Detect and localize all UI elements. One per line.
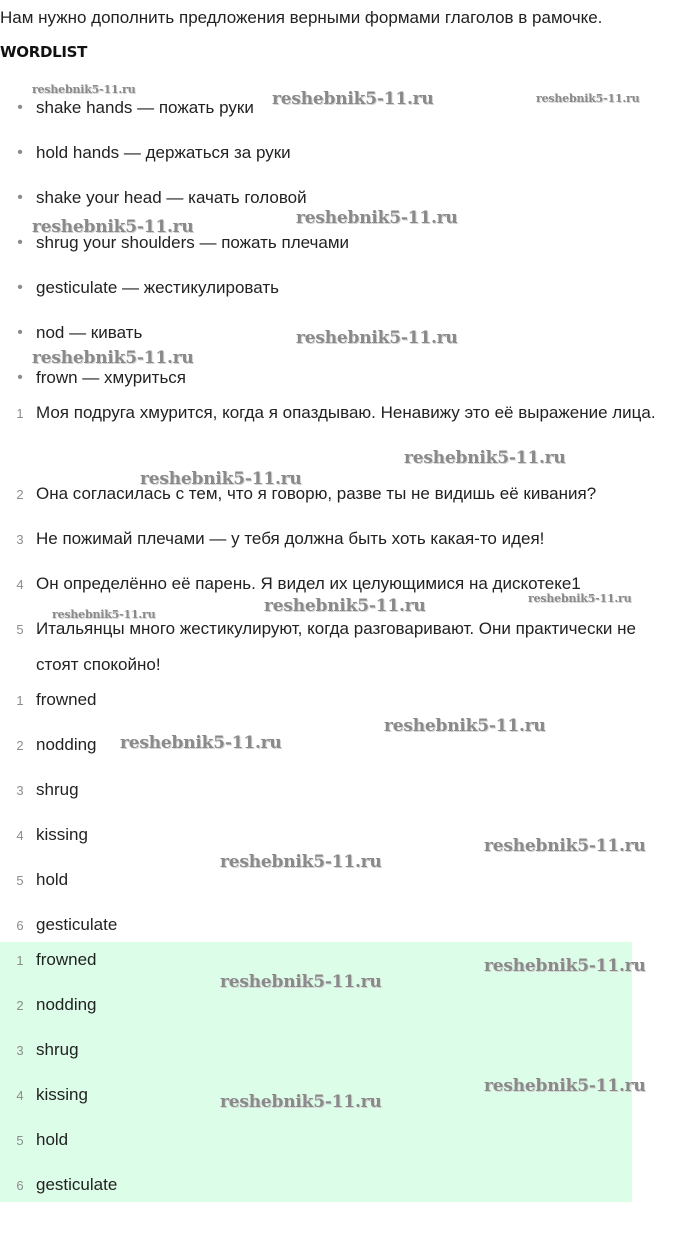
bullet-icon: • bbox=[17, 324, 23, 341]
watermark: reshebnik5-11.ru bbox=[536, 92, 640, 105]
watermark: reshebnik5-11.ru bbox=[384, 716, 546, 736]
bullet-icon: • bbox=[17, 369, 23, 386]
watermark: reshebnik5-11.ru bbox=[32, 348, 194, 368]
wordlist-heading: WORDLIST bbox=[0, 43, 88, 61]
watermark: reshebnik5-11.ru bbox=[484, 1076, 646, 1096]
watermark: reshebnik5-11.ru bbox=[528, 592, 632, 605]
bullet-icon: • bbox=[17, 144, 23, 161]
watermark: reshebnik5-11.ru bbox=[264, 596, 426, 616]
watermark: reshebnik5-11.ru bbox=[32, 217, 194, 237]
watermark: reshebnik5-11.ru bbox=[404, 448, 566, 468]
watermark: reshebnik5-11.ru bbox=[120, 733, 282, 753]
bullet-icon: • bbox=[17, 189, 23, 206]
watermark: reshebnik5-11.ru bbox=[272, 89, 434, 109]
bullet-icon: • bbox=[17, 99, 23, 116]
bullet-icon: • bbox=[17, 234, 23, 251]
intro-text: Нам нужно дополнить предложения верными формами глаголов в рамочке. bbox=[0, 8, 603, 27]
watermark: reshebnik5-11.ru bbox=[484, 956, 646, 976]
watermark: reshebnik5-11.ru bbox=[296, 328, 458, 348]
watermark: reshebnik5-11.ru bbox=[484, 836, 646, 856]
watermark: reshebnik5-11.ru bbox=[220, 972, 382, 992]
bullet-icon: • bbox=[17, 279, 23, 296]
watermark: reshebnik5-11.ru bbox=[32, 83, 136, 96]
watermark: reshebnik5-11.ru bbox=[220, 852, 382, 872]
watermark: reshebnik5-11.ru bbox=[296, 208, 458, 228]
watermark: reshebnik5-11.ru bbox=[140, 469, 302, 489]
watermark: reshebnik5-11.ru bbox=[220, 1092, 382, 1112]
watermark: reshebnik5-11.ru bbox=[52, 608, 156, 621]
